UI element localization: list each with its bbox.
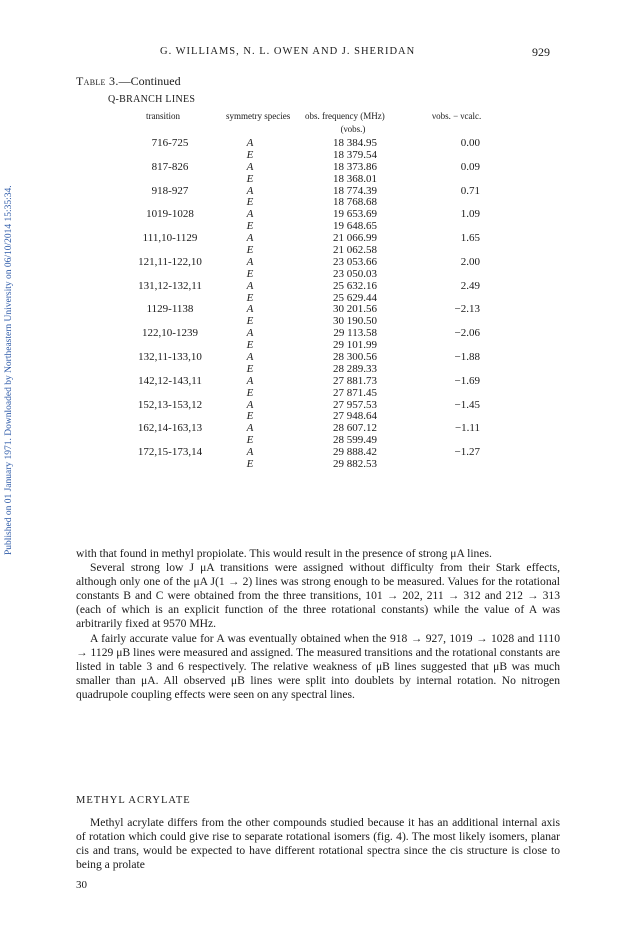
download-watermark: Published on 01 January 1971. Downloaded by Northeastern University on 06/10/2014 15:35:34. (4, 185, 14, 555)
transition-cell: 918-927 (151, 184, 189, 197)
symmetry-cell: A (246, 422, 254, 435)
section-heading: METHYL ACRYLATE (76, 795, 191, 806)
symmetry-cell: A (246, 279, 254, 292)
frequency-cell: 18 373.86 (333, 160, 377, 173)
frequency-cell: 30 190.50 (333, 315, 377, 328)
table-row (0, 197, 624, 209)
frequency-cell: 27 948.64 (333, 410, 377, 423)
table-row (0, 316, 624, 328)
table-row (0, 245, 624, 257)
symmetry-cell: A (246, 374, 254, 387)
symmetry-cell: A (246, 255, 254, 268)
table-row (0, 162, 624, 174)
transition-cell: 817-826 (151, 160, 189, 173)
frequency-cell: 25 632.16 (333, 279, 377, 292)
difference-cell: 0.71 (460, 184, 480, 197)
frequency-cell: 28 289.33 (333, 362, 377, 375)
symmetry-cell: A (246, 184, 254, 197)
frequency-cell: 21 066.99 (333, 232, 377, 245)
symmetry-cell: A (246, 232, 254, 245)
frequency-cell: 18 384.95 (333, 137, 377, 149)
column-header-transition: transition (146, 111, 180, 121)
table-row (0, 174, 624, 186)
table-row (0, 209, 624, 221)
frequency-cell: 28 599.49 (333, 434, 377, 447)
table-row (0, 150, 624, 162)
symmetry-cell: E (246, 220, 254, 233)
symmetry-cell: A (246, 327, 254, 340)
body-paragraph-4 (76, 816, 560, 872)
table-row (0, 304, 624, 316)
table-row (0, 257, 624, 269)
transition-cell: 152,13-153,12 (137, 398, 203, 411)
table-row (0, 447, 624, 459)
symmetry-cell: E (246, 410, 254, 423)
table-row (0, 364, 624, 376)
symmetry-cell: E (246, 315, 254, 328)
symmetry-cell: A (246, 303, 254, 316)
transition-cell: 716-725 (151, 137, 189, 149)
symmetry-cell: A (246, 351, 254, 364)
frequency-cell: 29 888.42 (333, 446, 377, 459)
table-subhead: Q-BRANCH LINES (108, 94, 196, 105)
transition-cell: 121,11-122,10 (138, 255, 202, 268)
column-header-frequency: obs. frequency (MHz) (305, 111, 385, 121)
frequency-cell: 18 368.01 (333, 172, 377, 185)
table-row (0, 340, 624, 352)
symmetry-cell: E (246, 244, 254, 257)
transition-cell: 122,10-1239 (142, 327, 198, 340)
transition-cell: 142,12-143,11 (138, 374, 202, 387)
frequency-cell: 30 201.56 (333, 303, 377, 316)
table-row (0, 293, 624, 305)
running-head: G. WILLIAMS, N. L. OWEN AND J. SHERIDAN (160, 46, 416, 57)
symmetry-cell: A (246, 137, 254, 149)
footer-page-number: 30 (76, 879, 87, 891)
table-row (0, 269, 624, 281)
frequency-cell: 18 768.68 (333, 196, 377, 209)
symmetry-cell: E (246, 339, 254, 352)
transition-cell: 172,15-173,14 (137, 446, 203, 459)
page-number: 929 (532, 45, 550, 59)
frequency-cell: 18 774.39 (333, 184, 377, 197)
symmetry-cell: E (246, 196, 254, 209)
frequency-cell: 27 957.53 (333, 398, 377, 411)
table-title (76, 74, 181, 89)
column-header-difference: νobs. − νcalc. (432, 111, 482, 121)
difference-cell: −1.69 (454, 374, 480, 387)
symmetry-cell: E (246, 291, 254, 304)
difference-cell: −1.88 (454, 351, 480, 364)
frequency-cell: 18 379.54 (333, 148, 377, 161)
frequency-cell: 28 607.12 (333, 422, 377, 435)
symmetry-cell: E (246, 386, 254, 399)
frequency-cell: 19 648.65 (333, 220, 377, 233)
frequency-cell: 19 653.69 (333, 208, 377, 221)
table-row (0, 411, 624, 423)
difference-cell: 0.00 (460, 137, 480, 149)
table-row (0, 328, 624, 340)
table-row (0, 221, 624, 233)
difference-cell: −1.45 (454, 398, 480, 411)
symmetry-cell: E (246, 148, 254, 161)
symmetry-cell: A (246, 160, 254, 173)
difference-cell: −1.11 (454, 422, 480, 435)
column-header-frequency-sub: (νobs.) (340, 124, 366, 134)
table-row (0, 423, 624, 435)
difference-cell: 0.09 (460, 160, 480, 173)
frequency-cell: 28 300.56 (333, 351, 377, 364)
frequency-cell: 29 882.53 (333, 458, 377, 471)
body-paragraph-1 (76, 547, 560, 702)
table-row (0, 138, 624, 150)
table-row (0, 281, 624, 293)
frequency-cell: 21 062.58 (333, 244, 377, 257)
transition-cell: 1019-1028 (146, 208, 194, 221)
table-row (0, 376, 624, 388)
table-body (0, 138, 624, 471)
symmetry-cell: E (246, 362, 254, 375)
symmetry-cell: A (246, 398, 254, 411)
frequency-cell: 27 881.73 (333, 374, 377, 387)
frequency-cell: 23 053.66 (333, 255, 377, 268)
table-row (0, 186, 624, 198)
table-row (0, 233, 624, 245)
difference-cell: 1.09 (460, 208, 480, 221)
difference-cell: 1.65 (460, 232, 480, 245)
table-row (0, 388, 624, 400)
frequency-cell: 23 050.03 (333, 267, 377, 280)
symmetry-cell: A (246, 446, 254, 459)
transition-cell: 131,12-132,11 (138, 279, 202, 292)
symmetry-cell: E (246, 172, 254, 185)
frequency-cell: 29 101.99 (333, 339, 377, 352)
transition-cell: 111,10-1129 (142, 232, 198, 245)
difference-cell: 2.00 (460, 255, 480, 268)
frequency-cell: 29 113.58 (333, 327, 377, 340)
symmetry-cell: A (246, 208, 254, 221)
table-row (0, 459, 624, 471)
table-title-suffix: —Continued (118, 74, 181, 88)
symmetry-cell: E (246, 458, 254, 471)
paragraph-text: Several strong low J μA transitions were assigned without difficulty from their Stark effects, although only one of the μA J(1 → 2) lines was strong enough to be measured. Values for the rotational constants B and C were obtained from the three transitions, 101 → 202, 211 → 312 and 212 → 313 (each of which is an explicit function of the three rotational constants) while the value of A was arbitrarily fixed at 9570 MHz. (76, 561, 560, 631)
table-row (0, 435, 624, 447)
column-header-symmetry: symmetry species (226, 111, 291, 121)
transition-cell: 162,14-163,13 (137, 422, 203, 435)
paragraph-text: A fairly accurate value for A was eventually obtained when the 918 → 927, 1019 → 1028 and 1110 → 1129 μB lines were measured and assigned. The measured transitions and the rotational constants are listed in table 3 and 6 respectively. The relative weakness of μB lines suggested that μB was much smaller than μA. All observed μB lines were split into doublets by internal rotation. No nitrogen quadrupole coupling effects were seen on any spectral lines. (76, 631, 560, 701)
transition-cell: 1129-1138 (146, 303, 194, 316)
difference-cell: −2.06 (454, 327, 480, 340)
symmetry-cell: E (246, 267, 254, 280)
table-row (0, 352, 624, 364)
difference-cell: 2.49 (460, 279, 480, 292)
paragraph-text: Methyl acrylate differs from the other compounds studied because it has an additional internal axis of rotation which could give rise to separate rotational isomers (fig. 4). The most likely isomers, planar cis and trans, would be expected to have different rotational spectra since the cis structure is close to being a prolate (76, 816, 560, 872)
difference-cell: −2.13 (454, 303, 480, 316)
frequency-cell: 27 871.45 (333, 386, 377, 399)
table-row (0, 400, 624, 412)
paragraph-text: with that found in methyl propiolate. This would result in the presence of strong μA lines. (76, 547, 492, 560)
page-header (0, 46, 624, 62)
difference-cell: −1.27 (454, 446, 480, 459)
frequency-cell: 25 629.44 (333, 291, 377, 304)
transition-cell: 132,11-133,10 (138, 351, 202, 364)
table-label: Table 3. (76, 74, 119, 88)
symmetry-cell: E (246, 434, 254, 447)
